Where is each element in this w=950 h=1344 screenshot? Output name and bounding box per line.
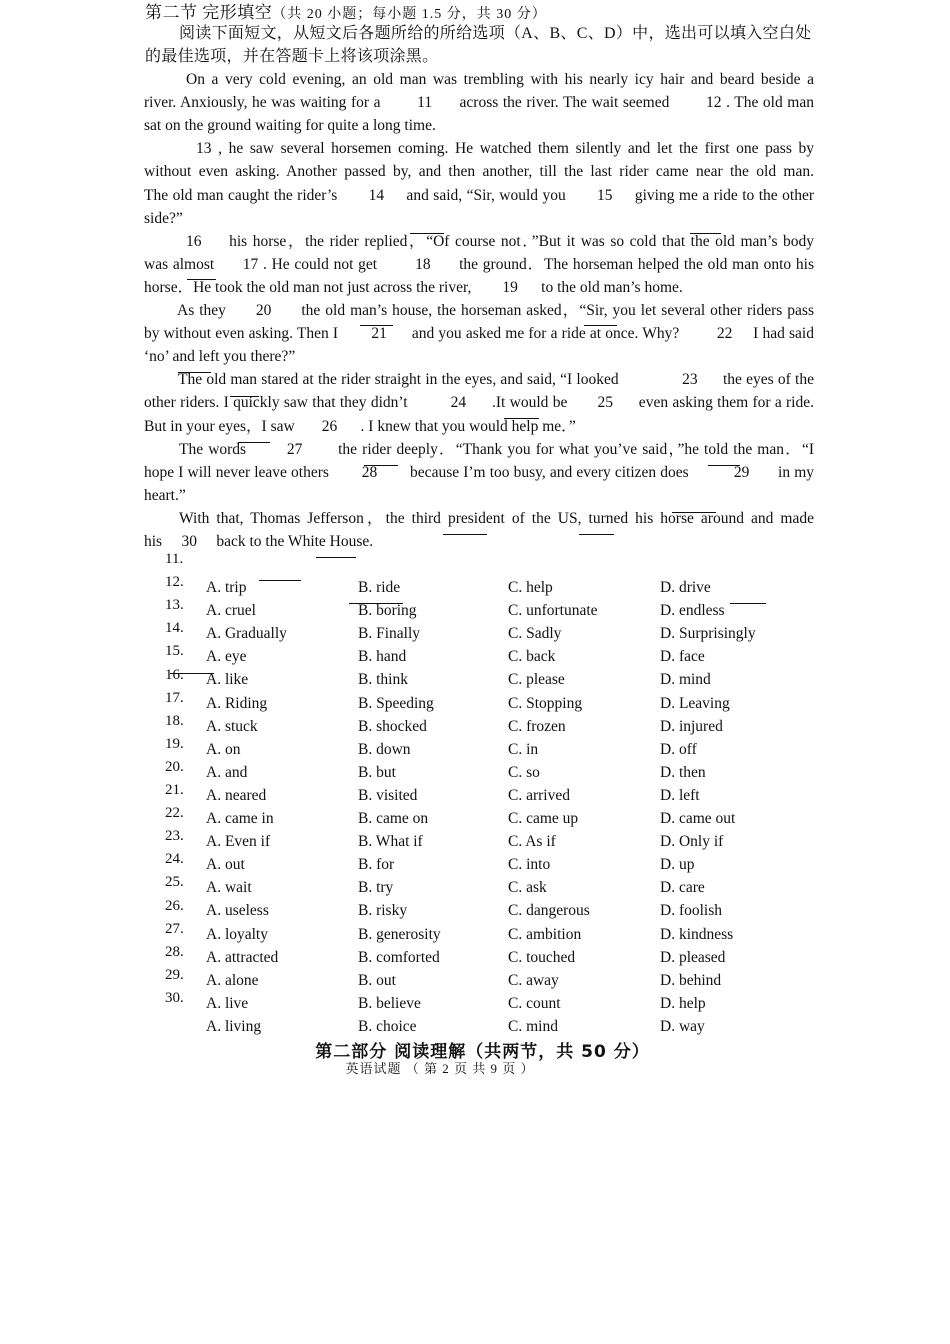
option-c[interactable]: C. please bbox=[508, 671, 565, 689]
option-c[interactable]: C. arrived bbox=[508, 786, 570, 804]
passage-line: 13 , he saw several horsemen coming. He watched them silently and let the first one pass by bbox=[196, 140, 814, 158]
option-d[interactable]: D. behind bbox=[660, 971, 722, 989]
option-d[interactable]: D. face bbox=[660, 648, 705, 666]
blank-underline bbox=[238, 442, 270, 443]
passage-line: As they 20 the old man’s house, the horseman asked，“Sir, you let several other riders pass bbox=[177, 302, 814, 319]
option-a[interactable]: A. wait bbox=[206, 879, 252, 897]
passage-line: The words 27 the rider deeply．“Thank you for what you’ve said，”he told the man．“I bbox=[179, 440, 814, 458]
option-c[interactable]: C. frozen bbox=[508, 717, 566, 735]
passage-line: his 30 back to the White House. bbox=[144, 533, 374, 550]
option-a[interactable]: A. Riding bbox=[206, 694, 268, 712]
passage-line: other riders. I quickly saw that they didn’t 24 .It would be 25 even asking them for a ride. bbox=[144, 394, 814, 412]
option-d[interactable]: D. came out bbox=[660, 810, 736, 827]
blank-underline bbox=[504, 418, 539, 419]
option-a[interactable]: A. cruel bbox=[206, 602, 256, 620]
passage-line: With that, Thomas Jefferson，the third president of the US, turned his horse around and made bbox=[179, 509, 814, 527]
option-c[interactable]: C. As if bbox=[508, 833, 556, 851]
option-a[interactable]: A. came in bbox=[206, 810, 274, 827]
question-number: 17. bbox=[165, 689, 184, 706]
option-b[interactable]: B. try bbox=[358, 879, 394, 897]
option-d[interactable]: D. endless bbox=[660, 602, 725, 620]
passage-line: by without even asking. Then I 21 and you asked me for a ride at once. Why? 22 I had said bbox=[144, 325, 814, 343]
option-b[interactable]: B. visited bbox=[358, 786, 418, 804]
question-number: 16. bbox=[165, 666, 184, 683]
option-a[interactable]: A. loyalty bbox=[206, 925, 268, 943]
passage-line: without even asking. Another passed by, and then another, till the last rider came near the old man. bbox=[144, 163, 814, 181]
option-d[interactable]: D. drive bbox=[660, 579, 711, 596]
question-number: 30. bbox=[165, 989, 184, 1006]
question-number: 20. bbox=[165, 758, 184, 775]
option-b[interactable]: B. comforted bbox=[358, 948, 440, 966]
option-b[interactable]: B. risky bbox=[358, 902, 408, 920]
option-d[interactable]: D. care bbox=[660, 879, 705, 897]
option-d[interactable]: D. left bbox=[660, 786, 700, 804]
option-a[interactable]: A. eye bbox=[206, 648, 247, 666]
option-a[interactable]: A. attracted bbox=[206, 948, 279, 966]
option-c[interactable]: C. unfortunate bbox=[508, 602, 598, 620]
blank-underline bbox=[443, 534, 487, 535]
question-number: 15. bbox=[165, 643, 184, 660]
option-d[interactable]: D. way bbox=[660, 1017, 705, 1035]
option-d[interactable]: D. then bbox=[660, 763, 706, 781]
option-b[interactable]: B. What if bbox=[358, 833, 423, 851]
option-d[interactable]: D. kindness bbox=[660, 925, 734, 943]
option-d[interactable]: D. Only if bbox=[660, 833, 724, 851]
option-a[interactable]: A. Even if bbox=[206, 833, 271, 851]
option-a[interactable]: A. living bbox=[206, 1017, 262, 1035]
option-a[interactable]: A. useless bbox=[206, 902, 269, 920]
option-b[interactable]: B. choice bbox=[358, 1017, 417, 1035]
passage-line: sat on the ground waiting for quite a long time. bbox=[144, 117, 436, 135]
option-c[interactable]: C. so bbox=[508, 763, 540, 781]
option-b[interactable]: B. down bbox=[358, 740, 411, 758]
question-number: 28. bbox=[165, 943, 184, 960]
blank-underline bbox=[316, 557, 356, 558]
option-c[interactable]: C. count bbox=[508, 994, 561, 1012]
passage-line: The old man caught the rider’s 14 and said, “Sir, would you 15 giving me a ride to the other bbox=[144, 186, 814, 204]
option-d[interactable]: D. injured bbox=[660, 717, 723, 735]
option-c[interactable]: C. dangerous bbox=[508, 902, 590, 920]
option-d[interactable]: D. foolish bbox=[660, 902, 722, 920]
option-a[interactable]: A. live bbox=[206, 994, 249, 1012]
section-heading bbox=[145, 0, 547, 23]
option-c[interactable]: C. Stopping bbox=[508, 694, 583, 712]
question-number: 14. bbox=[165, 620, 184, 637]
passage-line: On a very cold evening, an old man was trembling with his nearly icy hair and beard beside a bbox=[186, 71, 814, 88]
option-b[interactable]: B. out bbox=[358, 971, 396, 989]
blank-underline bbox=[730, 603, 766, 604]
section-title-note: （共 20 小题；每小题 1.5 分，共 30 分） bbox=[272, 7, 547, 22]
option-c[interactable]: C. ambition bbox=[508, 925, 582, 943]
option-b[interactable]: B. believe bbox=[358, 994, 421, 1012]
option-c[interactable]: C. Sadly bbox=[508, 625, 562, 643]
blank-underline bbox=[178, 372, 211, 373]
blank-underline bbox=[364, 465, 398, 466]
option-d[interactable]: D. Leaving bbox=[660, 694, 730, 712]
option-c[interactable]: C. back bbox=[508, 648, 556, 666]
option-c[interactable]: C. away bbox=[508, 971, 559, 989]
part-two-title: 第二部分 阅读理解（共两节，共 50 分） bbox=[315, 1042, 650, 1062]
option-d[interactable]: D. mind bbox=[660, 671, 711, 689]
option-c[interactable]: C. mind bbox=[508, 1017, 558, 1035]
option-d[interactable]: D. Surprisingly bbox=[660, 625, 756, 643]
option-b[interactable]: B. came on bbox=[358, 810, 429, 827]
option-c[interactable]: C. into bbox=[508, 856, 551, 874]
question-number: 25. bbox=[165, 874, 184, 891]
option-b[interactable]: B. ride bbox=[358, 579, 401, 596]
option-b[interactable]: B. but bbox=[358, 763, 396, 781]
blank-underline bbox=[579, 534, 614, 535]
question-number: 22. bbox=[165, 805, 184, 822]
question-number: 24. bbox=[165, 851, 184, 868]
option-a[interactable]: A. like bbox=[206, 671, 249, 689]
option-d[interactable]: D. pleased bbox=[660, 948, 726, 966]
blank-underline bbox=[230, 396, 259, 397]
option-a[interactable]: A. trip bbox=[206, 579, 247, 596]
option-b[interactable]: B. hand bbox=[358, 648, 407, 666]
blank-underline bbox=[187, 279, 216, 280]
option-c[interactable]: C. help bbox=[508, 579, 553, 596]
blank-underline bbox=[584, 325, 617, 326]
option-d[interactable]: D. up bbox=[660, 856, 695, 874]
option-c[interactable]: C. touched bbox=[508, 948, 576, 966]
blank-underline bbox=[259, 580, 301, 581]
passage-line: side?” bbox=[144, 209, 183, 227]
option-c[interactable]: C. in bbox=[508, 740, 539, 758]
option-a[interactable]: A. and bbox=[206, 763, 248, 781]
section-title: 第二节 完形填空 bbox=[145, 3, 273, 22]
passage-line: heart.” bbox=[144, 486, 186, 504]
blank-underline bbox=[410, 233, 444, 234]
option-a[interactable]: A. alone bbox=[206, 971, 259, 989]
question-number: 26. bbox=[165, 897, 184, 914]
question-number: 12. bbox=[165, 574, 184, 591]
option-c[interactable]: C. came up bbox=[508, 810, 579, 827]
passage-line: hope I will never leave others 28 because I’m too busy, and every citizen does 29 in my bbox=[144, 463, 814, 481]
question-number: 21. bbox=[165, 782, 184, 798]
question-number: 29. bbox=[165, 966, 184, 983]
option-b[interactable]: B. Speeding bbox=[358, 694, 434, 712]
option-d[interactable]: D. off bbox=[660, 740, 697, 758]
option-a[interactable]: A. stuck bbox=[206, 717, 258, 735]
blank-underline bbox=[360, 325, 393, 326]
passage-line: ‘no’ and left you there?” bbox=[144, 348, 296, 366]
page-footer: 英语试题 （ 第 2 页 共 9 页 ） bbox=[345, 1061, 535, 1076]
option-a[interactable]: A. Gradually bbox=[206, 625, 287, 643]
passage-line: 16 his horse，the rider replied，“Of course not．”But it was so cold that the old man’s body bbox=[186, 232, 814, 250]
blank-underline bbox=[708, 465, 740, 466]
question-number: 19. bbox=[165, 735, 184, 752]
option-a[interactable]: A. out bbox=[206, 856, 245, 874]
passage-line: river. Anxiously, he was waiting for a 11 across the river. The wait seemed 12 . The old man bbox=[144, 94, 814, 112]
question-number: 13. bbox=[165, 597, 184, 614]
question-number: 18. bbox=[165, 712, 184, 729]
option-a[interactable]: A. neared bbox=[206, 786, 267, 804]
option-b[interactable]: B. boring bbox=[358, 602, 417, 620]
section-instructions: 阅读下面短文，从短文后各题所给的所给选项（A、B、C、D）中，选出可以填入空白处的最佳选项，并在答题卡上将该项涂黑。 bbox=[145, 25, 812, 65]
option-b[interactable]: B. for bbox=[358, 856, 395, 874]
passage-line: But in your eyes，I saw 26 . I knew that you would help me．” bbox=[144, 417, 576, 435]
question-number: 23. bbox=[165, 828, 184, 845]
option-b[interactable]: B. Finally bbox=[358, 625, 421, 643]
option-b[interactable]: B. generosity bbox=[358, 925, 441, 943]
passage-line: horse．He took the old man not just across the river, 19 to the old man’s home. bbox=[144, 278, 683, 296]
option-a[interactable]: A. on bbox=[206, 740, 241, 758]
blank-underline bbox=[690, 233, 721, 234]
passage-line: The old man stared at the rider straight in the eyes, and said, “I looked 23 the eyes of the bbox=[178, 371, 814, 389]
option-c[interactable]: C. ask bbox=[508, 879, 547, 897]
option-d[interactable]: D. help bbox=[660, 994, 706, 1012]
question-number: 11. bbox=[165, 551, 184, 567]
passage-line: was almost 17 . He could not get 18 the ground．The horseman helped the old man onto his bbox=[144, 255, 814, 273]
option-b[interactable]: B. think bbox=[358, 671, 408, 689]
blank-underline bbox=[672, 512, 716, 513]
question-number: 27. bbox=[165, 920, 184, 937]
option-b[interactable]: B. shocked bbox=[358, 717, 427, 735]
